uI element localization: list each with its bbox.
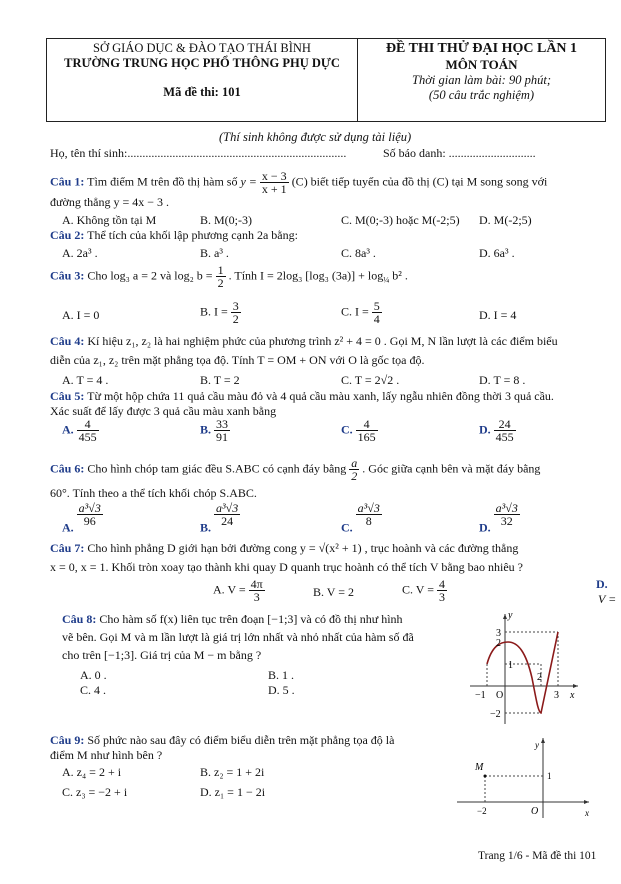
tick-label: 3 bbox=[554, 690, 559, 701]
school-name: TRƯỜNG TRUNG HỌC PHỔ THÔNG PHỤ DỰC bbox=[64, 56, 340, 70]
question-4 bbox=[50, 334, 558, 349]
y-label: y bbox=[535, 740, 539, 750]
option-a[interactable]: A. Không tồn tại M bbox=[62, 213, 157, 227]
function-graph-q8 bbox=[470, 608, 582, 726]
question-9-line2: điểm M như hình bên ? bbox=[50, 748, 163, 762]
question-5 bbox=[50, 389, 554, 404]
option-d[interactable]: D. T = 8 . bbox=[479, 373, 526, 387]
exam-note: (Thí sinh không được sử dụng tài liệu) bbox=[219, 130, 412, 144]
option-d[interactable]: D. bbox=[596, 577, 608, 591]
question-2 bbox=[50, 228, 298, 243]
page-footer: Trang 1/6 - Mã đề thi 101 bbox=[478, 850, 597, 862]
option-b[interactable]: B. z₂ = 1 + 2i bbox=[200, 765, 265, 779]
option-d[interactable]: D. I = 4 bbox=[479, 308, 517, 322]
option-a[interactable]: A. I = 0 bbox=[62, 308, 100, 322]
option-a[interactable]: A. z₄ = 2 + i bbox=[62, 765, 122, 779]
option-c[interactable]: C. V = $\frac{4}{3}$ bbox=[402, 577, 446, 604]
question-7 bbox=[50, 541, 518, 556]
question-8 bbox=[62, 612, 403, 627]
option-d[interactable]: D. $\frac{24}{455}$ bbox=[479, 417, 514, 444]
tick-label: 1 bbox=[547, 771, 552, 781]
question-label: Câu 4: bbox=[50, 334, 85, 348]
option-c[interactable]: C. $\frac{4}{165}$ bbox=[341, 417, 376, 444]
question-label: Câu 1: bbox=[50, 174, 85, 189]
question-text: Thể tích của khối lập phương cạnh 2a bằng: bbox=[87, 228, 298, 242]
header-school-block bbox=[47, 39, 358, 121]
option-c[interactable]: C. z₃ = −2 + i bbox=[62, 785, 128, 799]
question-text: . Tính I = 2log₃ [log₃ (3a)] + log bbox=[228, 268, 384, 283]
option-a[interactable]: A. 2a³ . bbox=[62, 246, 98, 260]
tick-label: −2 bbox=[477, 806, 487, 816]
question-4-line2: diễn của z₁, z₂ trên mặt phẳng tọa độ. Tính T = OM + ON với O là gốc tọa độ. bbox=[50, 353, 425, 367]
question-6-line2: 60°. Tính theo a thể tích khối chóp S.ABC. bbox=[50, 486, 257, 500]
option-a[interactable]: A. $\frac{4}{455}$ bbox=[62, 417, 97, 444]
question-8-line2: vẽ bên. Gọi M và m lần lượt là giá trị lớn nhất và nhỏ nhất của hàm số đã bbox=[62, 630, 414, 644]
origin-label: O bbox=[496, 690, 504, 701]
question-label: Câu 6: bbox=[50, 461, 85, 476]
question-text: Cho log₃ a = 2 và log₂ b = bbox=[87, 268, 213, 283]
question-label: Câu 3: bbox=[50, 268, 85, 283]
x-label: x bbox=[585, 808, 589, 818]
question-8-line3: cho trên [−1;3]. Giá trị của M − m bằng ? bbox=[62, 648, 262, 662]
question-5-line2: Xác suất để lấy được 3 quả cầu màu xanh bằng bbox=[50, 404, 277, 418]
option-c[interactable]: C. T = 2√2 . bbox=[341, 373, 400, 387]
tick-label: −2 bbox=[490, 709, 501, 720]
point-m bbox=[484, 775, 487, 778]
tick-label: 2 bbox=[496, 638, 501, 649]
option-a[interactable]: A. V = $\frac{4\pi}{3}$ bbox=[213, 577, 263, 604]
tick-label: 3 bbox=[496, 628, 501, 639]
option-a[interactable]: A. 0 . bbox=[80, 668, 107, 682]
dept-name: SỞ GIÁO DỤC & ĐÀO TẠO THÁI BÌNH bbox=[93, 41, 311, 55]
exam-time: Thời gian làm bài: 90 phút; bbox=[412, 73, 551, 87]
complex-plane-q9 bbox=[455, 734, 595, 820]
tick-label: 1 bbox=[508, 660, 513, 671]
option-d[interactable]: D. $\frac{\text{a³√3}}{32}$ bbox=[479, 501, 518, 535]
option-b[interactable]: B. $\frac{\text{a³√3}}{24}$ bbox=[200, 501, 239, 535]
option-d[interactable]: D. M(-2;5) bbox=[479, 213, 532, 227]
option-b[interactable]: B. T = 2 bbox=[200, 373, 240, 387]
question-text: (C) biết tiếp tuyến của đồ thị (C) tại M song song với bbox=[291, 174, 548, 189]
candidate-number-line: Số báo danh: ............................. bbox=[383, 146, 536, 160]
question-text: Từ một hộp chứa 11 quả cầu màu đỏ và 4 quả cầu màu xanh, lấy ngẫu nhiên đồng thời 3 quả cầu. bbox=[87, 389, 554, 403]
exam-question-count: (50 câu trắc nghiệm) bbox=[428, 88, 535, 102]
question-3: Câu 3: Cho log₃ a = 2 và log₂ b = $\frac{1}{2}$ . Tính I = 2log₃ [log₃ $(3a)] + \log_{\frac{1}{4}} b^2$ . bbox=[50, 263, 408, 290]
option-b[interactable]: B. M(0;-3) bbox=[200, 213, 252, 227]
question-text: Cho hình chóp tam giác đều S.ABC có cạnh đáy bằng bbox=[87, 461, 347, 476]
option-d[interactable]: D. 6a³ . bbox=[479, 246, 515, 260]
question-6: Câu 6: Cho hình chóp tam giác đều S.ABC có cạnh đáy bằng $\frac{a}{2}$ . Góc giữa cạnh bên và mặt đáy bằng bbox=[50, 456, 541, 483]
option-c[interactable]: C. I = $\frac{5}{4}$ bbox=[341, 299, 380, 326]
option-c[interactable]: C. 8a³ . bbox=[341, 246, 376, 260]
exam-title: ĐỀ THI THỬ ĐẠI HỌC LẦN 1 bbox=[385, 41, 578, 56]
question-1: Câu 1: Tìm điểm M trên đồ thị hàm số y = $\frac{x - 3}{x + 1}$ (C) biết tiếp tuyến của đồ thị (C) tại M song song với bbox=[50, 169, 548, 196]
candidate-name-line: Họ, tên thí sinh:......................................................................... bbox=[50, 146, 347, 160]
exam-code: Mã đề thi: 101 bbox=[163, 85, 241, 99]
question-label: Câu 2: bbox=[50, 228, 85, 242]
question-text: . Góc giữa cạnh bên và mặt đáy bằng bbox=[362, 461, 541, 476]
option-c[interactable]: C. M(0;-3) hoặc M(-2;5) bbox=[341, 213, 460, 227]
question-text: Kí hiệu z₁, z₂ là hai nghiệm phức của phương trình z² + 4 = 0 . Gọi M, N lần lượt là các điểm biểu bbox=[87, 334, 558, 348]
question-text: Số phức nào sau đây có điểm biểu diễn trên mặt phẳng tọa độ là bbox=[87, 733, 395, 747]
y-label: y bbox=[508, 610, 513, 621]
question-text: Cho hình phẳng D giới hạn bởi đường cong y = √(x² + 1) , trục hoành và các đường thẳng bbox=[87, 541, 519, 555]
option-b[interactable]: B. I = $\frac{3}{2}$ bbox=[200, 299, 239, 326]
option-b[interactable]: B. V = 2 bbox=[313, 585, 355, 599]
option-b[interactable]: B. 1 . bbox=[268, 668, 295, 682]
question-label: Câu 7: bbox=[50, 541, 85, 555]
option-c[interactable]: C. 4 . bbox=[80, 683, 107, 697]
option-b[interactable]: B. $\frac{33}{91}$ bbox=[200, 417, 229, 444]
point-label: M bbox=[475, 762, 484, 773]
question-label: Câu 9: bbox=[50, 733, 85, 747]
option-b[interactable]: B. a³ . bbox=[200, 246, 229, 260]
tick-label: −1 bbox=[475, 690, 486, 701]
tick-label: 2 bbox=[537, 672, 542, 683]
question-label: Câu 5: bbox=[50, 389, 85, 403]
header-exam-block bbox=[358, 39, 605, 121]
question-7-line2: x = 0, x = 1. Khối tròn xoay tạo thành khi quay D quanh trục hoành có thể tích V bằng bao nhiêu ? bbox=[50, 560, 523, 574]
option-a[interactable]: A. T = 4 . bbox=[62, 373, 109, 387]
origin-label: O bbox=[531, 806, 539, 817]
question-text: Cho hàm số f(x) liên tục trên đoạn [−1;3] và có đồ thị như hình bbox=[99, 612, 403, 626]
exam-subject: MÔN TOÁN bbox=[445, 57, 518, 72]
question-1-line2: đường thẳng y = 4x − 3 . bbox=[50, 195, 170, 209]
option-a[interactable]: A. $\frac{\text{a³√3}}{96}$ bbox=[62, 501, 101, 535]
x-label: x bbox=[570, 690, 575, 701]
option-d[interactable]: D. z₁ = 1 − 2i bbox=[200, 785, 266, 799]
option-c[interactable]: C. $\frac{\text{a³√3}}{8}$ bbox=[341, 501, 380, 535]
option-d-text: V = bbox=[598, 592, 617, 606]
question-text: Tìm điểm M trên đồ thị hàm số bbox=[87, 174, 238, 189]
option-d[interactable]: D. 5 . bbox=[268, 683, 295, 697]
exam-header bbox=[46, 38, 606, 122]
question-9 bbox=[50, 733, 394, 748]
question-label: Câu 8: bbox=[62, 612, 97, 626]
